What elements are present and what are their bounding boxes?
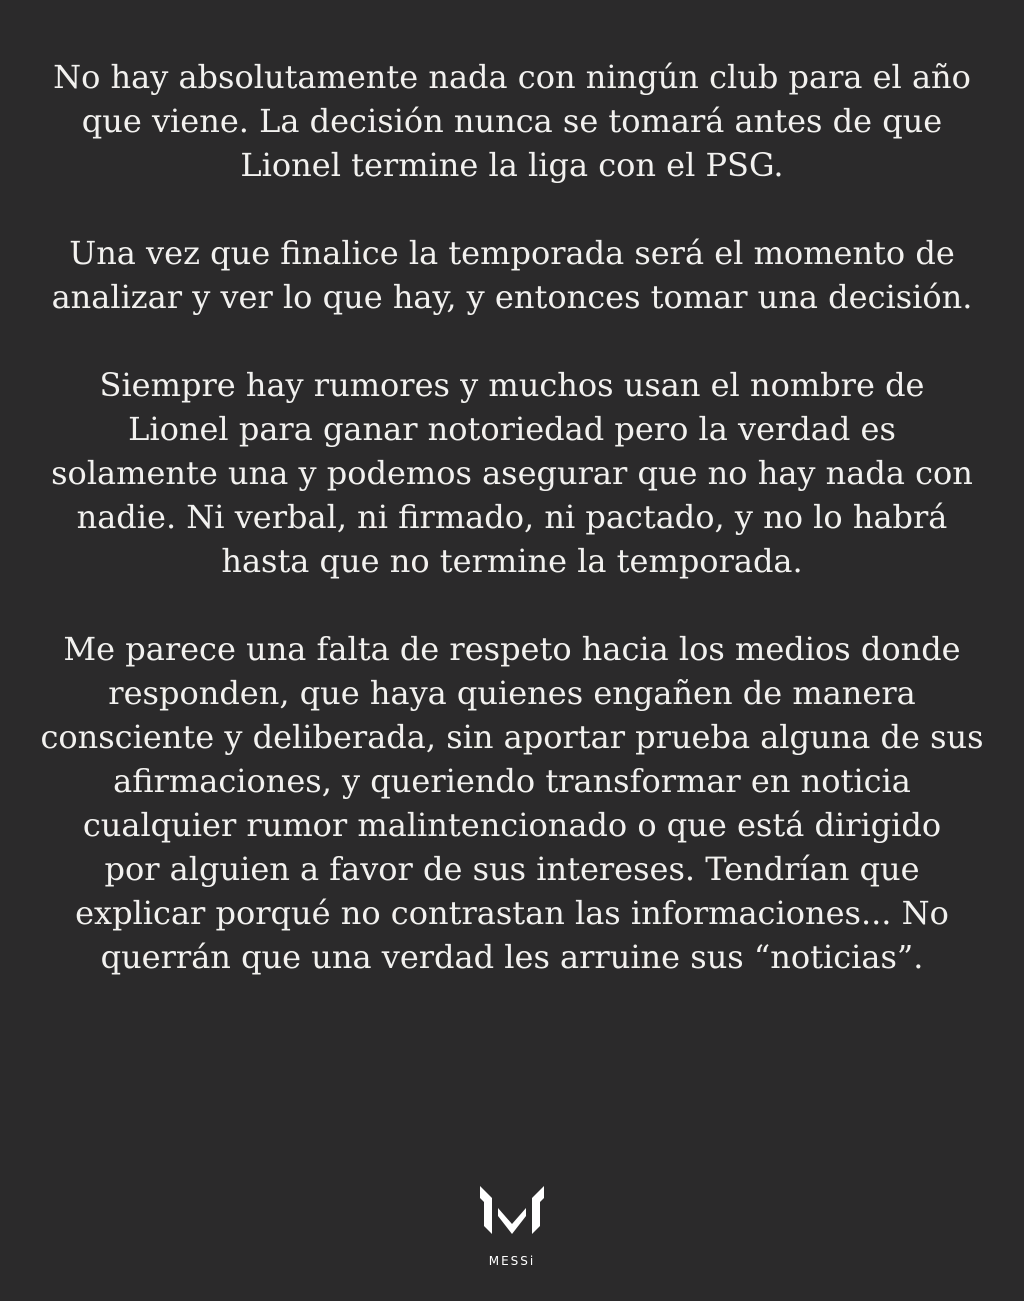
logo-wordmark: MESSi (488, 1254, 536, 1268)
paragraph-1: No hay absolutamente nada con ningún club para el año que viene. La decisión nunca se tomará antes de que Lionel termine la liga con el PSG. (53, 58, 971, 184)
messi-logo (462, 1184, 562, 1274)
statement-text (20, 55, 1004, 1023)
paragraph-3: Siempre hay rumores y muchos usan el nombre de Lionel para ganar notoriedad pero la verdad es solamente una y podemos asegurar que no hay nada con nadie. Ni verbal, ni firmado, ni pactado, y no lo habrá hasta que no termine la temporada. (51, 366, 973, 580)
messi-logo-icon (476, 1184, 548, 1240)
paragraph-4: Me parece una falta de respeto hacia los medios donde responden, que haya quienes engañen de manera consciente y deliberada, sin aportar prueba alguna de sus afirmaciones, y queriendo transformar en noticia cualquier rumor malintencionado o que está dirigido por alguien a favor de sus intereses. Tendrían que explicar porqué no contrastan las informaciones... No querrán que una verdad les arruine sus “noticias”. (40, 630, 984, 976)
paragraph-2: Una vez que finalice la temporada será el momento de analizar y ver lo que hay, y entonces tomar una decisión. (51, 234, 973, 316)
